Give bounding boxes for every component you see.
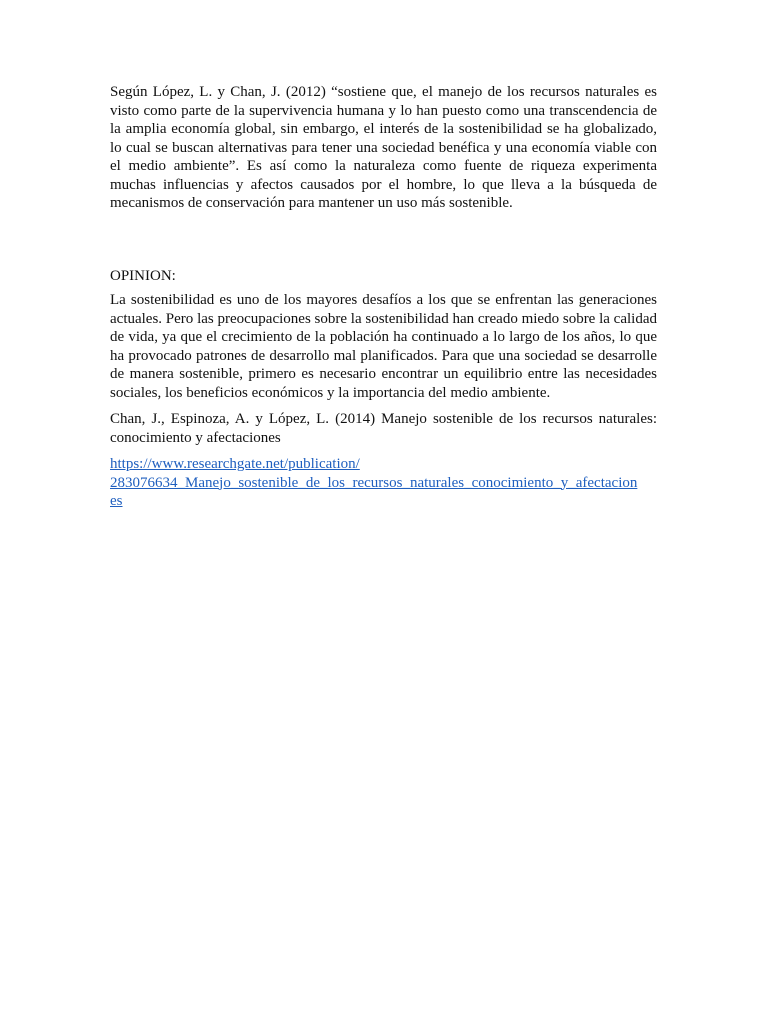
document-page — [110, 83, 657, 511]
reference-citation: Chan, J., Espinoza, A. y López, L. (2014) Manejo sostenible de los recursos naturales: conocimiento y afectaciones — [110, 411, 657, 446]
reference-link[interactable] — [110, 455, 657, 511]
reference-link-line-3: es — [110, 493, 123, 509]
paragraph-opinion: La sostenibilidad es uno de los mayores desafíos a los que se enfrentan las generaciones actuales. Pero las preocupaciones sobre la sostenibilidad han creado miedo sobre la calidad de vida, ya que el crecimiento de la población ha continuado a lo largo de los años, lo que ha provocado patrones de desarrollo mal planificados. Para que una sociedad se desarrolle de manera sostenible, primero es necesario encontrar un equilibrio entre las necesidades sociales, los beneficios económicos y la importancia del medio ambiente. — [110, 292, 657, 401]
spacer — [110, 213, 657, 267]
heading-opinion: OPINION: — [110, 267, 176, 284]
paragraph-citation: Según López, L. y Chan, J. (2012) “sostiene que, el manejo de los recursos naturales es visto como parte de la supervivencia humana y lo han puesto como una transcendencia de la amplia economía global, sin embargo, el interés de la sostenibilidad se ha globalizado, lo cual se buscan alternativas para tener una sociedad benéfica y una economía viable con el medio ambiente”. Es así como la naturaleza como fuente de riqueza experimenta muchas influencias y afectos causados por el hombre, lo que lleva a la búsqueda de mecanismos de conservación para mantener un uso más sostenible. — [110, 84, 657, 211]
reference-link-line-1: https://www.researchgate.net/publication/ — [110, 456, 360, 472]
reference-link-line-2: 283076634_Manejo_sostenible_de_los_recursos_naturales_conocimiento_y_afectacion — [110, 474, 638, 491]
